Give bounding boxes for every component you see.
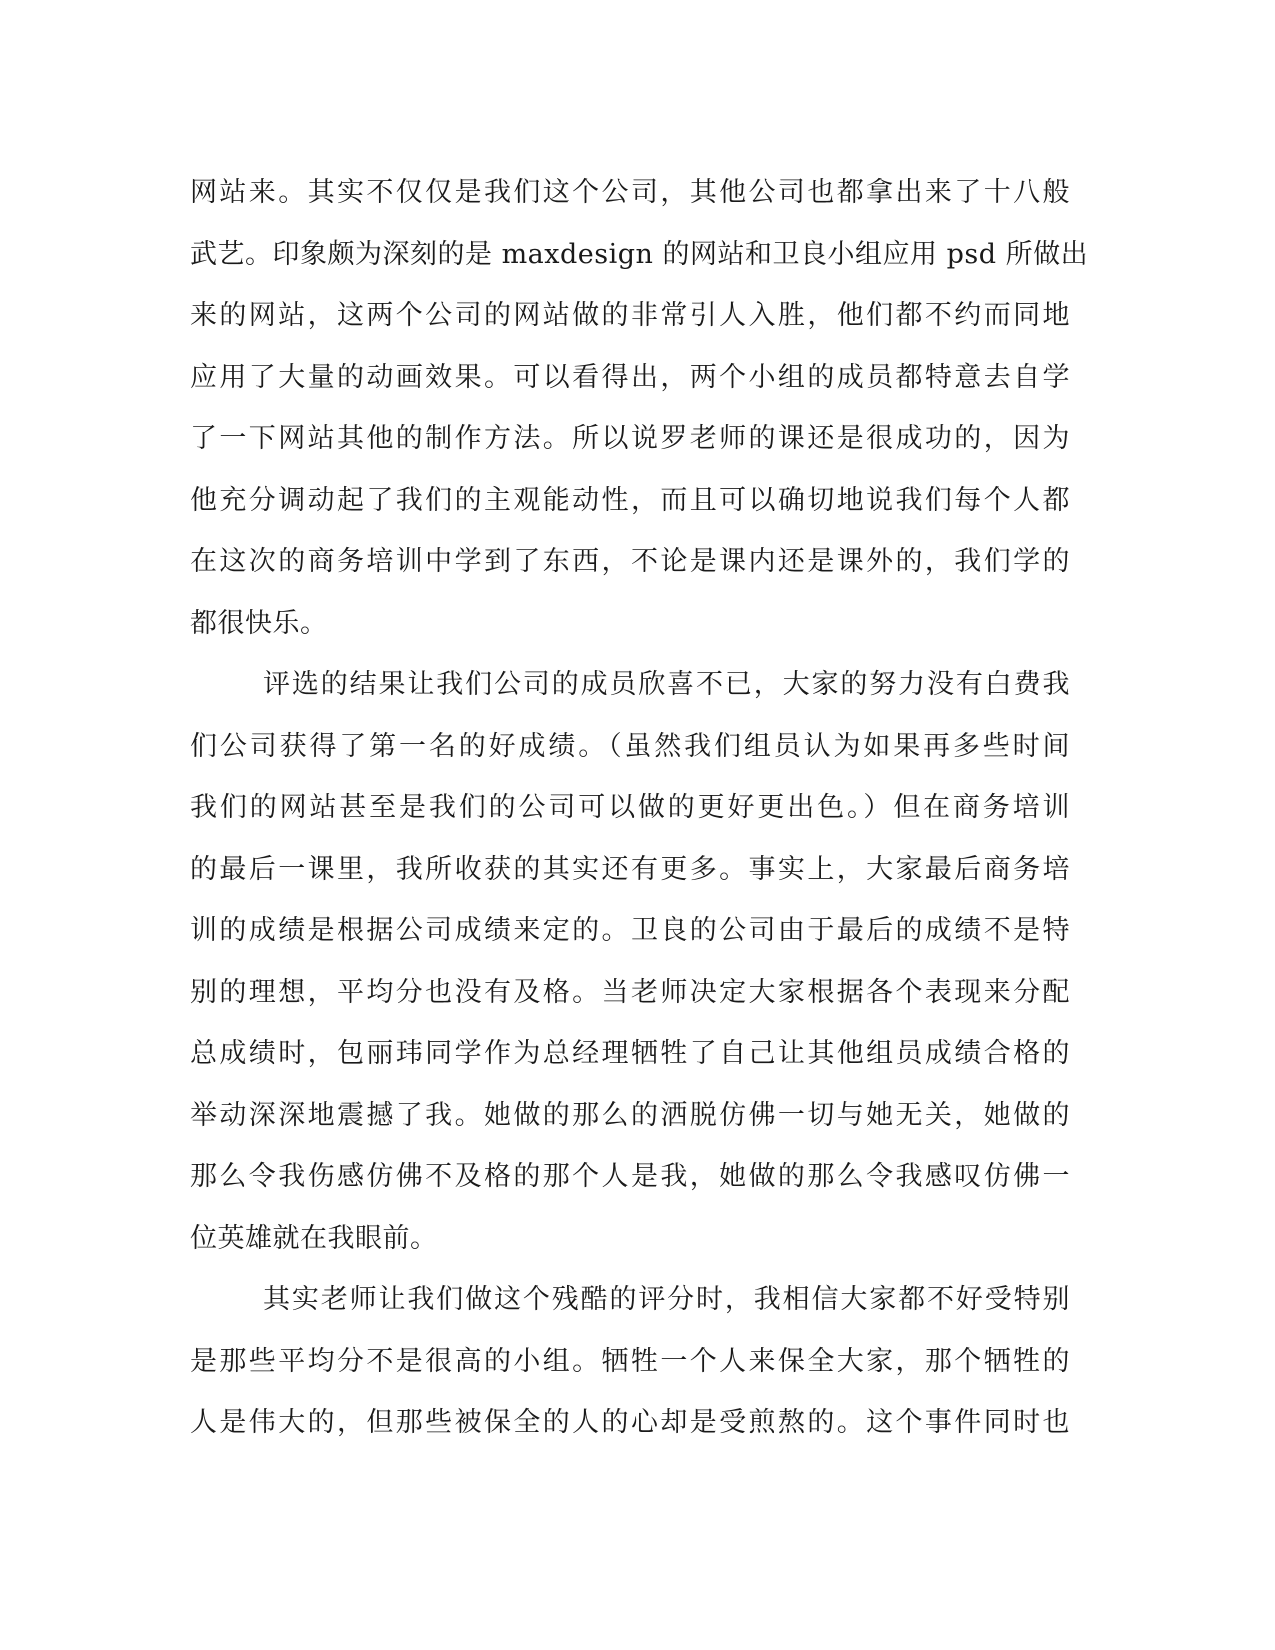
text-line: 的最后一课里，我所收获的其实还有更多。事实上，大家最后商务培: [190, 853, 1070, 885]
text-line: 应用了大量的动画效果。可以看得出，两个小组的成员都特意去自学: [190, 361, 1070, 393]
text-line: 我们的网站甚至是我们的公司可以做的更好更出色。）但在商务培训: [190, 792, 1070, 823]
text-line: 来的网站，这两个公司的网站做的非常引人入胜，他们都不约而同地: [190, 300, 1070, 331]
text-line: 都很快乐。: [190, 607, 328, 639]
text-line: 评选的结果让我们公司的成员欣喜不已，大家的努力没有白费我: [263, 669, 1070, 700]
text-line: 了一下网站其他的制作方法。所以说罗老师的课还是很成功的，因为: [190, 423, 1070, 454]
text-line: 武艺。印象颇为深刻的是 maxdesign 的网站和卫良小组应用 psd 所做出: [190, 238, 1089, 270]
text-line: 是那些平均分不是很高的小组。牺牲一个人来保全大家，那个牺牲的: [190, 1345, 1070, 1377]
text-line: 们公司获得了第一名的好成绩。（虽然我们组员认为如果再多些时间: [190, 730, 1070, 762]
text-line: 举动深深地震撼了我。她做的那么的洒脱仿佛一切与她无关，她做的: [190, 1099, 1070, 1131]
text-line: 那么令我伤感仿佛不及格的那个人是我，她做的那么令我感叹仿佛一: [190, 1161, 1070, 1192]
text-line: 网站来。其实不仅仅是我们这个公司，其他公司也都拿出来了十八般: [190, 177, 1070, 208]
text-line: 在这次的商务培训中学到了东西，不论是课内还是课外的，我们学的: [190, 546, 1070, 577]
text-line: 别的理想，平均分也没有及格。当老师决定大家根据各个表现来分配: [190, 976, 1070, 1008]
text-line: 他充分调动起了我们的主观能动性，而且可以确切地说我们每个人都: [190, 484, 1070, 516]
text-line: 总成绩时，包丽玮同学作为总经理牺牲了自己让其他组员成绩合格的: [190, 1038, 1070, 1069]
text-line: 其实老师让我们做这个残酷的评分时，我相信大家都不好受特别: [263, 1284, 1070, 1315]
document-body: [190, 162, 1089, 1454]
text-line: 位英雄就在我眼前。: [190, 1222, 438, 1254]
text-line: 训的成绩是根据公司成绩来定的。卫良的公司由于最后的成绩不是特: [190, 915, 1070, 946]
text-line: 人是伟大的，但那些被保全的人的心却是受煎熬的。这个事件同时也: [190, 1407, 1070, 1438]
